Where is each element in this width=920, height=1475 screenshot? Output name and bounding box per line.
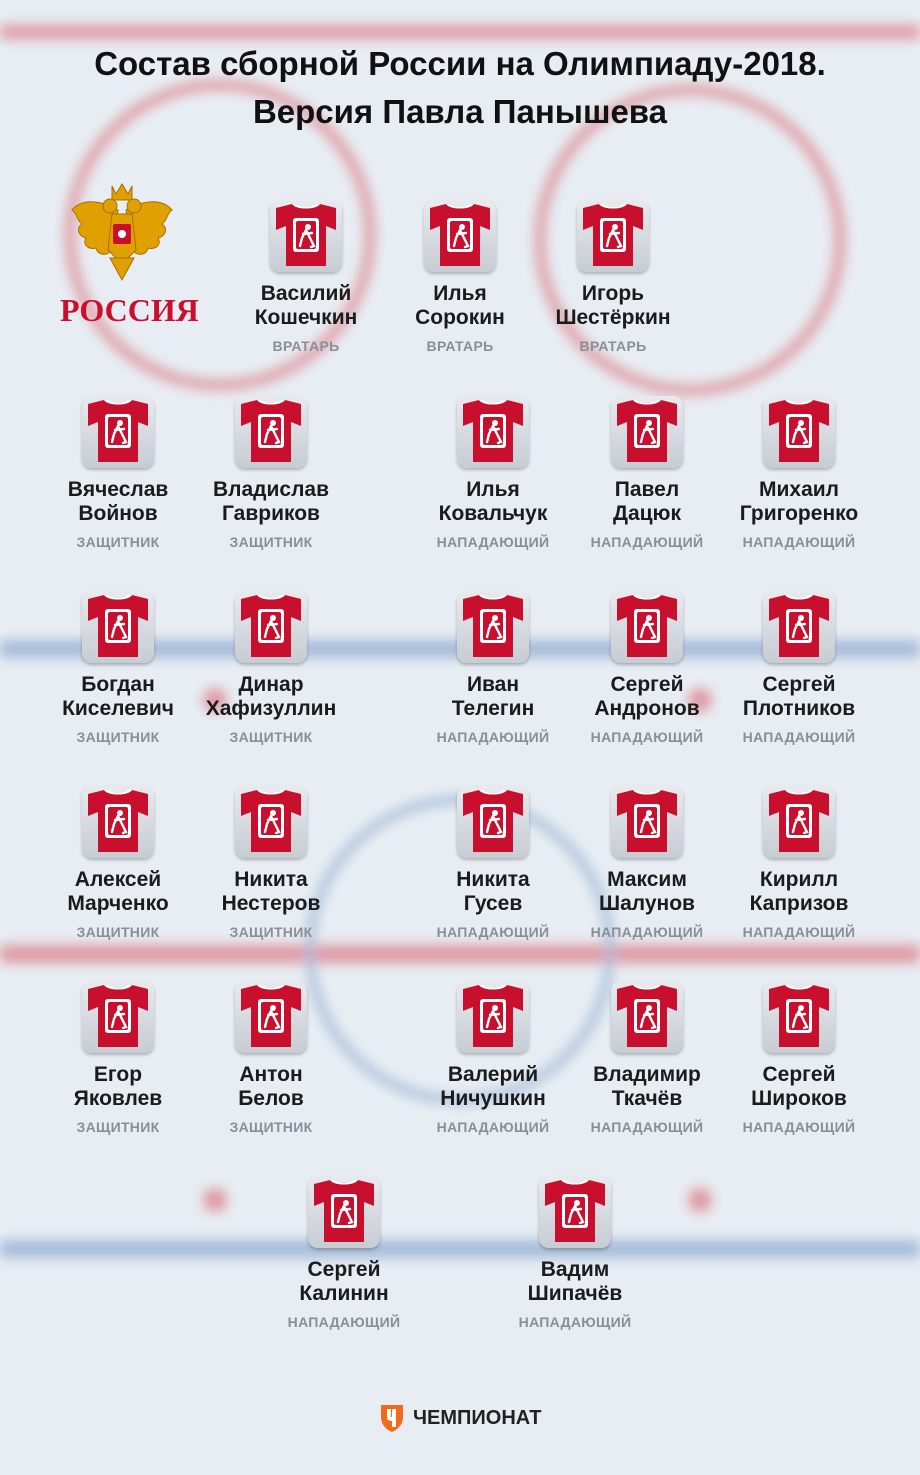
player-position: НАПАДАЮЩИЙ [590, 924, 704, 940]
player-position: ЗАЩИТНИК [229, 924, 313, 940]
player-position: НАПАДАЮЩИЙ [590, 1119, 704, 1135]
player-last-name: Яковлев [73, 1087, 163, 1110]
player-card [191, 981, 351, 1135]
hockey-jersey-icon [763, 786, 835, 858]
player-position: ЗАЩИТНИК [76, 924, 160, 940]
player-position: ЗАЩИТНИК [76, 1119, 160, 1135]
player-position: НАПАДАЮЩИЙ [590, 729, 704, 745]
player-position: НАПАДАЮЩИЙ [436, 534, 550, 550]
hockey-jersey-icon [235, 591, 307, 663]
player-name [226, 282, 386, 330]
player-last-name: Кошечкин [254, 306, 358, 329]
player-first-name: Павел [614, 478, 680, 501]
player-first-name: Валерий [447, 1063, 539, 1086]
player-last-name: Андронов [594, 697, 700, 720]
player-card [413, 786, 573, 940]
player-name [533, 282, 693, 330]
hockey-jersey-icon [82, 981, 154, 1053]
player-name [719, 1063, 879, 1111]
player-last-name: Шестёркин [555, 306, 671, 329]
player-name [191, 868, 351, 916]
player-card [38, 396, 198, 550]
player-first-name: Сергей [307, 1258, 381, 1281]
hockey-jersey-icon [82, 396, 154, 468]
player-card [226, 200, 386, 354]
player-position: НАПАДАЮЩИЙ [436, 1119, 550, 1135]
russia-coat-of-arms-icon [60, 180, 184, 290]
hockey-jersey-icon [457, 981, 529, 1053]
player-position: НАПАДАЮЩИЙ [742, 1119, 856, 1135]
player-last-name: Широков [751, 1087, 847, 1110]
player-name [719, 868, 879, 916]
player-position: ЗАЩИТНИК [229, 534, 313, 550]
player-last-name: Телегин [451, 697, 535, 720]
hockey-jersey-icon [235, 981, 307, 1053]
player-last-name: Марченко [67, 892, 169, 915]
page-title-line-1: Состав сборной России на Олимпиаду-2018. [94, 45, 826, 82]
player-first-name: Василий [260, 282, 352, 305]
player-first-name: Никита [234, 868, 308, 891]
player-name [38, 673, 198, 721]
player-last-name: Белов [238, 1087, 304, 1110]
player-card [413, 981, 573, 1135]
footer [0, 1403, 920, 1433]
player-card [413, 396, 573, 550]
player-name [413, 478, 573, 526]
player-first-name: Владислав [212, 478, 330, 501]
footer-brand: ЧЕМПИОНАТ [412, 1406, 542, 1429]
player-last-name: Дацюк [613, 502, 681, 525]
player-first-name: Илья [433, 282, 487, 305]
player-first-name: Сергей [610, 673, 684, 696]
player-name [719, 673, 879, 721]
player-first-name: Сергей [762, 673, 836, 696]
player-name [38, 478, 198, 526]
player-card [191, 396, 351, 550]
player-first-name: Михаил [758, 478, 839, 501]
player-position: НАПАДАЮЩИЙ [518, 1314, 632, 1330]
hockey-jersey-icon [82, 591, 154, 663]
player-card [413, 591, 573, 745]
player-position: ЗАЩИТНИК [229, 729, 313, 745]
player-position: ЗАЩИТНИК [229, 1119, 313, 1135]
player-card [38, 591, 198, 745]
player-last-name: Сорокин [415, 306, 505, 329]
player-last-name: Гавриков [222, 502, 320, 525]
player-last-name: Капризов [749, 892, 849, 915]
hockey-jersey-icon [270, 200, 342, 272]
hockey-jersey-icon [457, 396, 529, 468]
player-last-name: Ковальчук [438, 502, 548, 525]
player-first-name: Кирилл [759, 868, 839, 891]
hockey-jersey-icon [577, 200, 649, 272]
hockey-jersey-icon [611, 591, 683, 663]
player-position: НАПАДАЮЩИЙ [590, 534, 704, 550]
russia-emblem [60, 180, 199, 335]
player-position: ВРАТАРЬ [272, 338, 340, 354]
player-first-name: Егор [93, 1063, 143, 1086]
russia-wordmark: РОССИЯ [60, 292, 199, 328]
player-position: НАПАДАЮЩИЙ [287, 1314, 401, 1330]
player-first-name: Динар [238, 673, 304, 696]
player-card [719, 981, 879, 1135]
player-name [191, 673, 351, 721]
player-first-name: Вячеслав [67, 478, 169, 501]
hockey-jersey-icon [457, 786, 529, 858]
player-name [567, 478, 727, 526]
player-card [38, 981, 198, 1135]
hockey-jersey-icon [611, 396, 683, 468]
player-last-name: Киселевич [62, 697, 174, 720]
player-card [719, 591, 879, 745]
championat-logo-icon [379, 1403, 405, 1433]
player-position: НАПАДАЮЩИЙ [742, 534, 856, 550]
player-position: НАПАДАЮЩИЙ [742, 729, 856, 745]
page-title-line-2: Версия Павла Панышева [252, 93, 668, 130]
player-name [413, 868, 573, 916]
player-name [264, 1258, 424, 1306]
player-first-name: Алексей [74, 868, 162, 891]
player-first-name: Максим [607, 868, 687, 891]
player-card [567, 786, 727, 940]
player-card [567, 591, 727, 745]
hockey-jersey-icon [235, 786, 307, 858]
player-name [567, 1063, 727, 1111]
player-first-name: Илья [466, 478, 520, 501]
player-name [719, 478, 879, 526]
hockey-jersey-icon [763, 981, 835, 1053]
player-name [495, 1258, 655, 1306]
player-first-name: Игорь [581, 282, 645, 305]
hockey-jersey-icon [424, 200, 496, 272]
player-name [413, 1063, 573, 1111]
hockey-jersey-icon [611, 786, 683, 858]
hockey-jersey-icon [539, 1176, 611, 1248]
player-last-name: Ткачёв [611, 1087, 683, 1110]
hockey-jersey-icon [235, 396, 307, 468]
player-first-name: Богдан [81, 673, 155, 696]
player-first-name: Иван [466, 673, 520, 696]
player-last-name: Ничушкин [440, 1087, 546, 1110]
player-name [413, 673, 573, 721]
player-first-name: Никита [456, 868, 530, 891]
player-position: НАПАДАЮЩИЙ [742, 924, 856, 940]
player-card [567, 396, 727, 550]
player-last-name: Хафизуллин [205, 697, 337, 720]
player-name [567, 868, 727, 916]
player-position: ВРАТАРЬ [579, 338, 647, 354]
player-position: ЗАЩИТНИК [76, 729, 160, 745]
player-first-name: Антон [239, 1063, 303, 1086]
hockey-jersey-icon [763, 396, 835, 468]
player-position: НАПАДАЮЩИЙ [436, 924, 550, 940]
hockey-jersey-icon [763, 591, 835, 663]
player-card [495, 1176, 655, 1330]
player-first-name: Владимир [593, 1063, 701, 1086]
player-last-name: Григоренко [739, 502, 859, 525]
player-name [38, 868, 198, 916]
player-card [191, 786, 351, 940]
player-card [191, 591, 351, 745]
player-name [191, 478, 351, 526]
hockey-jersey-icon [457, 591, 529, 663]
player-card [264, 1176, 424, 1330]
player-last-name: Гусев [463, 892, 523, 915]
player-card [719, 396, 879, 550]
player-card [533, 200, 693, 354]
player-name [380, 282, 540, 330]
player-first-name: Вадим [540, 1258, 610, 1281]
player-card [380, 200, 540, 354]
player-last-name: Шалунов [599, 892, 695, 915]
player-name [191, 1063, 351, 1111]
player-name [567, 673, 727, 721]
player-card [38, 786, 198, 940]
player-card [567, 981, 727, 1135]
player-card [719, 786, 879, 940]
hockey-jersey-icon [308, 1176, 380, 1248]
player-last-name: Войнов [78, 502, 158, 525]
player-position: ВРАТАРЬ [426, 338, 494, 354]
player-last-name: Калинин [299, 1282, 389, 1305]
player-first-name: Сергей [762, 1063, 836, 1086]
player-last-name: Плотников [742, 697, 856, 720]
player-position: НАПАДАЮЩИЙ [436, 729, 550, 745]
player-last-name: Нестеров [221, 892, 321, 915]
hockey-jersey-icon [82, 786, 154, 858]
hockey-jersey-icon [611, 981, 683, 1053]
player-position: ЗАЩИТНИК [76, 534, 160, 550]
player-name [38, 1063, 198, 1111]
player-last-name: Шипачёв [527, 1282, 623, 1305]
